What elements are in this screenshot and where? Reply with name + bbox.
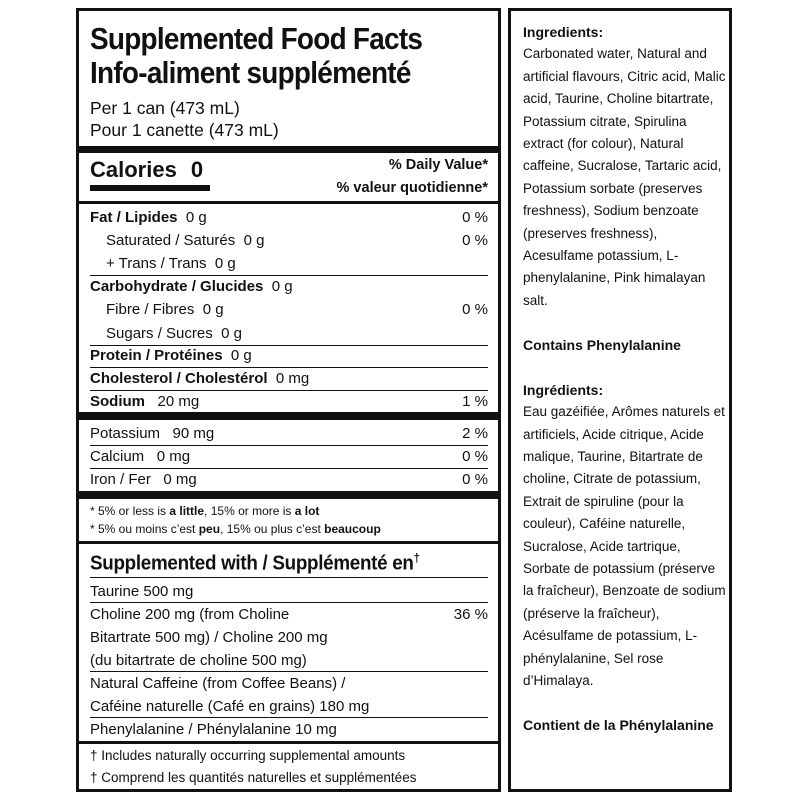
supplement-taurine: Taurine 500 mg	[90, 583, 194, 600]
rule	[90, 602, 488, 603]
rule	[90, 345, 488, 346]
footnote-en: * 5% or less is a little, 15% or more is a lot	[90, 504, 320, 518]
nutrient-pct-sodium: 1 %	[462, 393, 488, 410]
title-fr: Info-aliment supplémenté	[90, 55, 411, 90]
supplement-choline-line-2: Bitartrate 500 mg) / Choline 200 mg	[90, 629, 328, 646]
calories-value: 0	[190, 157, 204, 182]
nutrient-row-cholesterol: Cholesterol / Cholestérol 0 mg	[90, 370, 310, 387]
rule	[90, 390, 488, 391]
nutrient-pct-fibre: 0 %	[462, 301, 488, 318]
nutrient-row-protein: Protein / Protéines 0 g	[90, 347, 252, 364]
nutrient-row-carbohydrate: Carbohydrate / Glucides 0 g	[90, 278, 293, 295]
nutrition-facts-panel	[76, 8, 501, 792]
nutrient-row-fat: Fat / Lipides 0 g	[90, 209, 207, 226]
supplement-phenylalanine: Phenylalanine / Phénylalanine 10 mg	[90, 721, 337, 738]
serving-size-en: Per 1 can (473 mL)	[90, 98, 240, 118]
supplement-caffeine-line-1: Natural Caffeine (from Coffee Beans) /	[90, 675, 346, 692]
nutrient-row-trans: + Trans / Trans 0 g	[106, 255, 236, 272]
footnote-fr: * 5% ou moins c’est peu, 15% ou plus c’est beaucoup	[90, 522, 381, 536]
nutrient-pct-iron: 0 %	[462, 471, 488, 488]
rule	[79, 201, 498, 204]
title-en: Supplemented Food Facts	[90, 21, 423, 56]
nutrient-row-potassium: Potassium 90 mg	[90, 425, 215, 442]
thick-rule	[79, 146, 498, 153]
ingredients-panel	[508, 8, 732, 792]
supplement-caffeine-line-2: Caféine naturelle (Café en grains) 180 mg	[90, 698, 370, 715]
dagger-note-en: † Includes naturally occurring supplemental amounts	[90, 748, 406, 763]
rule	[90, 671, 488, 672]
rule	[79, 541, 498, 544]
nutrient-row-saturated: Saturated / Saturés 0 g	[106, 232, 265, 249]
nutrient-row-sugars: Sugars / Sucres 0 g	[106, 325, 242, 342]
supplement-choline-line-1: Choline 200 mg (from Choline	[90, 606, 290, 623]
supplemented-heading: Supplemented with / Supplémenté en†	[90, 551, 420, 575]
contains-fr: Contient de la Phénylalanine	[523, 717, 714, 734]
ingredients-list-en: Carbonated water, Natural and artificial flavours, Citric acid, Malic acid, Taurine, Choline bitartrate, Potassium citrate, Spirulina extract (for colour), Natural caffeine, Sucralose, Tartaric acid, Potassium sorbate (preserves freshness), Sodium benzoate (preserves freshness), Acesulfame potassium, L-phenylalanine, Pink himalayan salt.	[523, 46, 726, 308]
nutrient-row-sodium: Sodium 20 mg	[90, 393, 200, 410]
rule	[79, 741, 498, 744]
supplement-choline-line-3: (du bitartrate de choline 500 mg)	[90, 652, 307, 669]
ingredients-heading-fr: Ingrédients:	[523, 381, 604, 398]
calories-underline	[90, 185, 210, 191]
rule	[90, 577, 488, 578]
daily-value-fr: % valeur quotidienne*	[336, 180, 488, 196]
nutrient-row-calcium: Calcium 0 mg	[90, 448, 191, 465]
contains-en: Contains Phenylalanine	[523, 337, 681, 354]
nutrient-row-iron: Iron / Fer 0 mg	[90, 471, 197, 488]
serving-size-fr: Pour 1 canette (473 mL)	[90, 120, 279, 140]
nutrient-pct-fat: 0 %	[462, 209, 488, 226]
rule	[90, 445, 488, 446]
ingredients-en-block	[523, 21, 727, 737]
supplement-choline-pct: 36 %	[453, 606, 488, 623]
ingredients-heading-en: Ingredients:	[523, 24, 604, 40]
thick-rule	[79, 412, 498, 420]
nutrient-pct-calcium: 0 %	[462, 448, 488, 465]
nutrient-pct-potassium: 2 %	[462, 425, 488, 442]
rule	[90, 468, 488, 469]
rule	[90, 367, 488, 368]
nutrient-row-fibre: Fibre / Fibres 0 g	[106, 301, 224, 318]
calories-label: Calories 0	[90, 157, 204, 182]
thick-rule	[79, 491, 498, 499]
ingredients-list-fr: Eau gazéifiée, Arômes naturels et artificiels, Acide citrique, Acide malique, Taurine, Bitartrate de choline, Citrate de potassium, Extrait de spiruline (pour la couleur), Caféine naturelle, Sucralose, Acide tartrique, Sorbate de potassium (préserve la fraîcheur), Benzoate de sodium (préserve la fraîcheur), Acésulfame de potassium, L-phénylalanine, Sel rose d’Himalaya.	[523, 404, 726, 688]
daily-value-en: % Daily Value*	[388, 157, 488, 173]
rule	[90, 717, 488, 718]
dagger-note-fr: † Comprend les quantités naturelles et supplémentées	[90, 770, 417, 785]
nutrient-pct-saturated: 0 %	[462, 232, 488, 249]
rule	[90, 275, 488, 276]
